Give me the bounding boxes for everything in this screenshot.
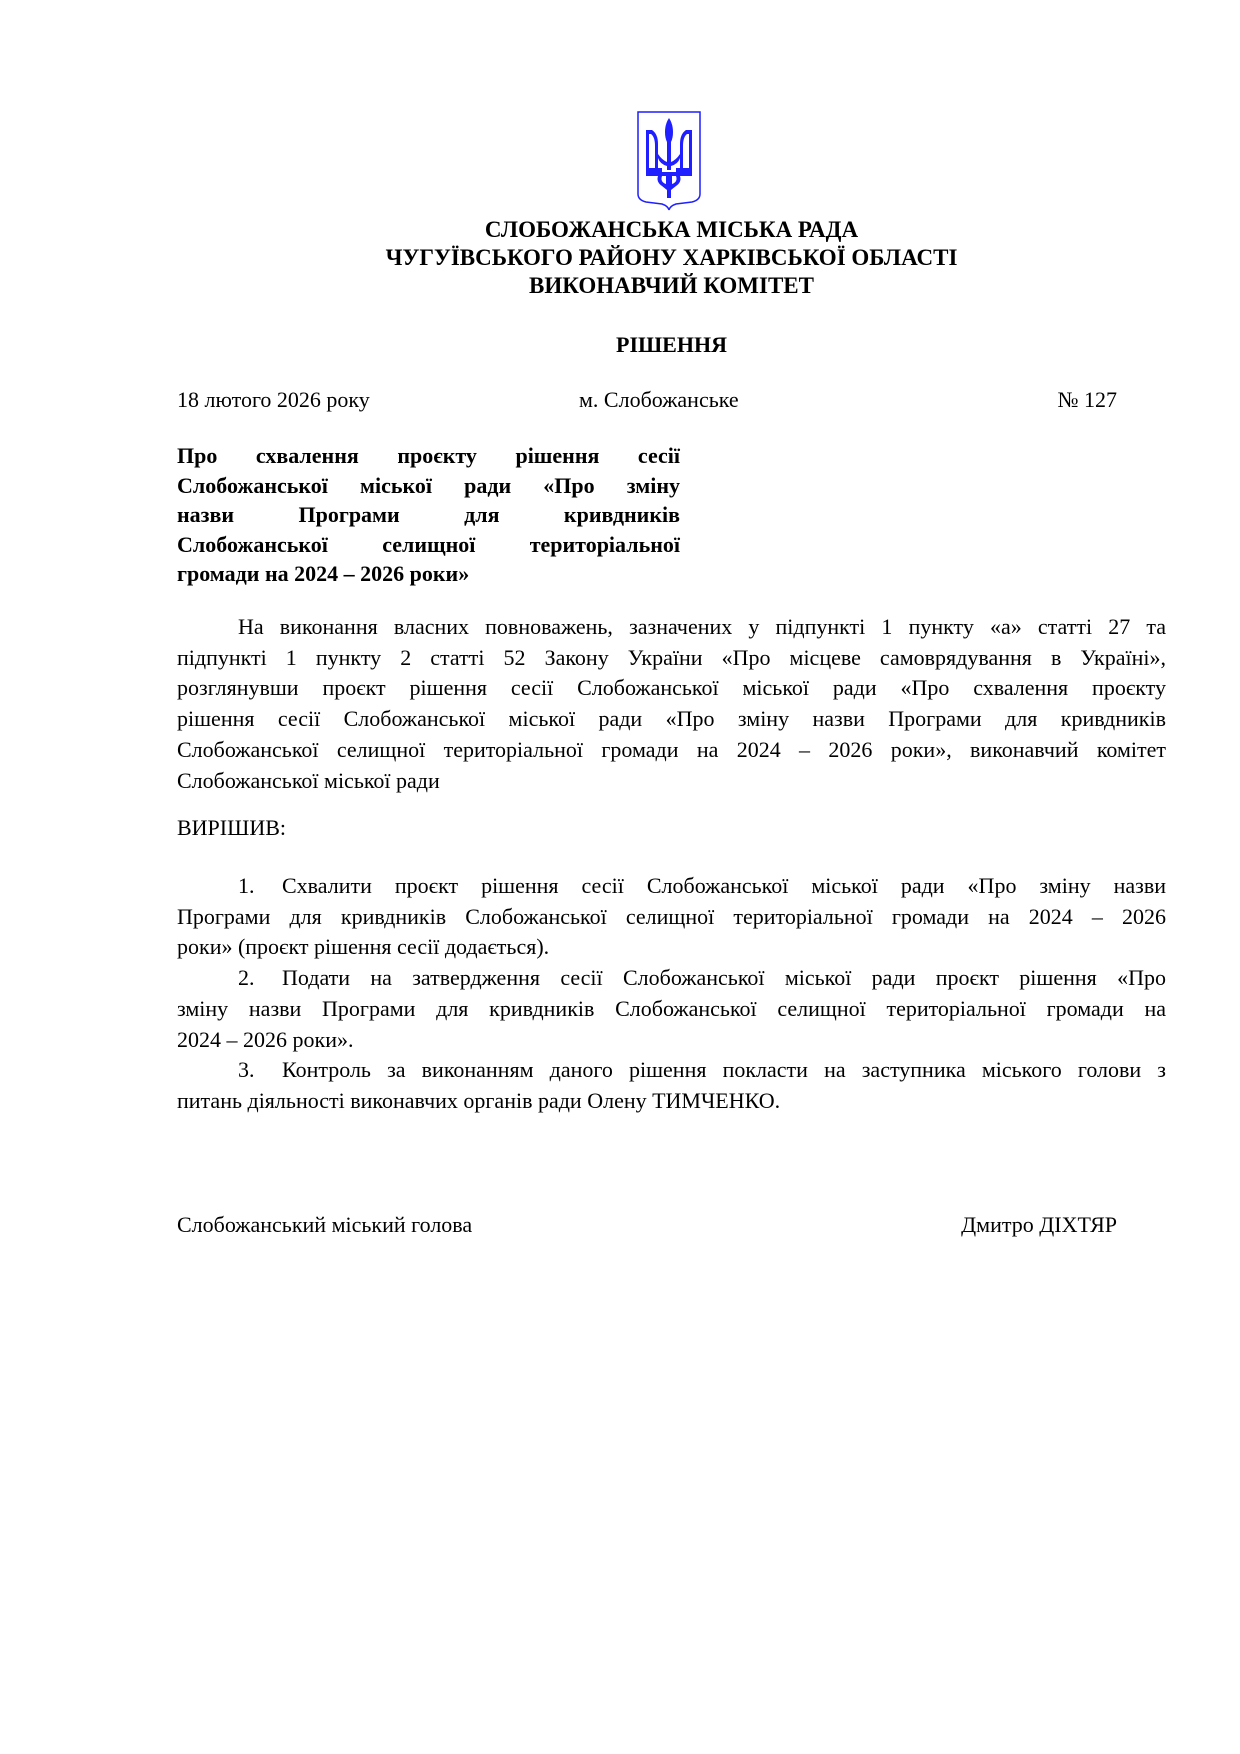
signature-block <box>177 1211 1117 1239</box>
signatory-position: Слобожанський міський голова <box>177 1212 473 1237</box>
decision-item-2 <box>177 963 1166 1055</box>
document-date: 18 лютого 2026 року <box>177 387 370 412</box>
decision-item-1 <box>177 871 1166 963</box>
decision-item-3 <box>177 1055 1166 1116</box>
preamble-line: підпункті 1 пункту 2 статті 52 Закону України «Про місцеве самоврядування в Україні», <box>177 644 1166 670</box>
item-line: Програми для кривдників Слобожанської селищної територіальної громади на 2024 – 2026 <box>177 903 1166 929</box>
preamble-line: На виконання власних повноважень, зазначених у підпункті 1 пункту «а» статті 27 та <box>238 614 1166 639</box>
preamble-paragraph <box>177 612 1166 796</box>
document-city: м. Слобожанське <box>579 387 739 412</box>
ukraine-trident-coat-of-arms-icon <box>636 110 702 212</box>
item-line <box>177 871 1166 902</box>
item-text: Контроль за виконанням даного рішення покласти на заступника міського голови з <box>282 1057 1166 1083</box>
preamble-line: Слобожанської селищної територіальної громади на 2024 – 2026 роки», виконавчий комітет <box>177 736 1166 762</box>
item-text: Подати на затвердження сесії Слобожанської міської ради проєкт рішення «Про <box>282 965 1166 991</box>
document-title <box>177 441 680 589</box>
district-region: ЧУГУЇВСЬКОГО РАЙОНУ ХАРКІВСЬКОЇ ОБЛАСТІ <box>385 245 958 270</box>
title-line: Слобожанської селищної територіальної <box>177 531 680 557</box>
item-line <box>177 1055 1166 1086</box>
item-number: 1. <box>238 873 255 898</box>
title-line: Про схвалення проєкту рішення сесії <box>177 443 680 468</box>
preamble-line: рішення сесії Слобожанської міської ради «Про зміну назви Програми для кривдників <box>177 706 1166 732</box>
decision-items-list <box>177 871 1166 1117</box>
document-type-heading: РІШЕННЯ <box>616 332 727 357</box>
item-line: 2024 – 2026 роки». <box>177 1026 354 1052</box>
item-line: роки» (проєкт рішення сесії додається). <box>177 934 550 960</box>
issuer-header <box>177 216 1166 300</box>
signatory-name: Дмитро ДІХТЯР <box>961 1212 1117 1237</box>
council-name: СЛОБОЖАНСЬКА МІСЬКА РАДА <box>484 217 859 242</box>
preamble-line: розглянувши проєкт рішення сесії Слобожанської міської ради «Про схвалення проєкту <box>177 675 1166 701</box>
item-number: 2. <box>238 965 255 991</box>
item-line <box>177 963 1166 994</box>
document-number: № 127 <box>1057 387 1117 412</box>
item-line: зміну назви Програми для кривдників Слобожанської селищної територіальної громади на <box>177 995 1166 1021</box>
item-line: питань діяльності виконавчих органів ради Олену ТИМЧЕНКО. <box>177 1087 781 1113</box>
executive-committee: ВИКОНАВЧИЙ КОМІТЕТ <box>528 273 814 298</box>
item-text: Схвалити проєкт рішення сесії Слобожанської міської ради «Про зміну назви <box>282 873 1166 898</box>
document-meta-row <box>177 386 1117 414</box>
title-line: назви Програми для кривдників <box>177 502 680 528</box>
title-line: Слобожанської міської ради «Про зміну <box>177 472 680 498</box>
title-line: громади на 2024 – 2026 роки» <box>177 561 470 587</box>
item-number: 3. <box>238 1057 255 1083</box>
preamble-line: Слобожанської міської ради <box>177 767 440 793</box>
resolved-label: ВИРІШИВ: <box>177 815 286 840</box>
